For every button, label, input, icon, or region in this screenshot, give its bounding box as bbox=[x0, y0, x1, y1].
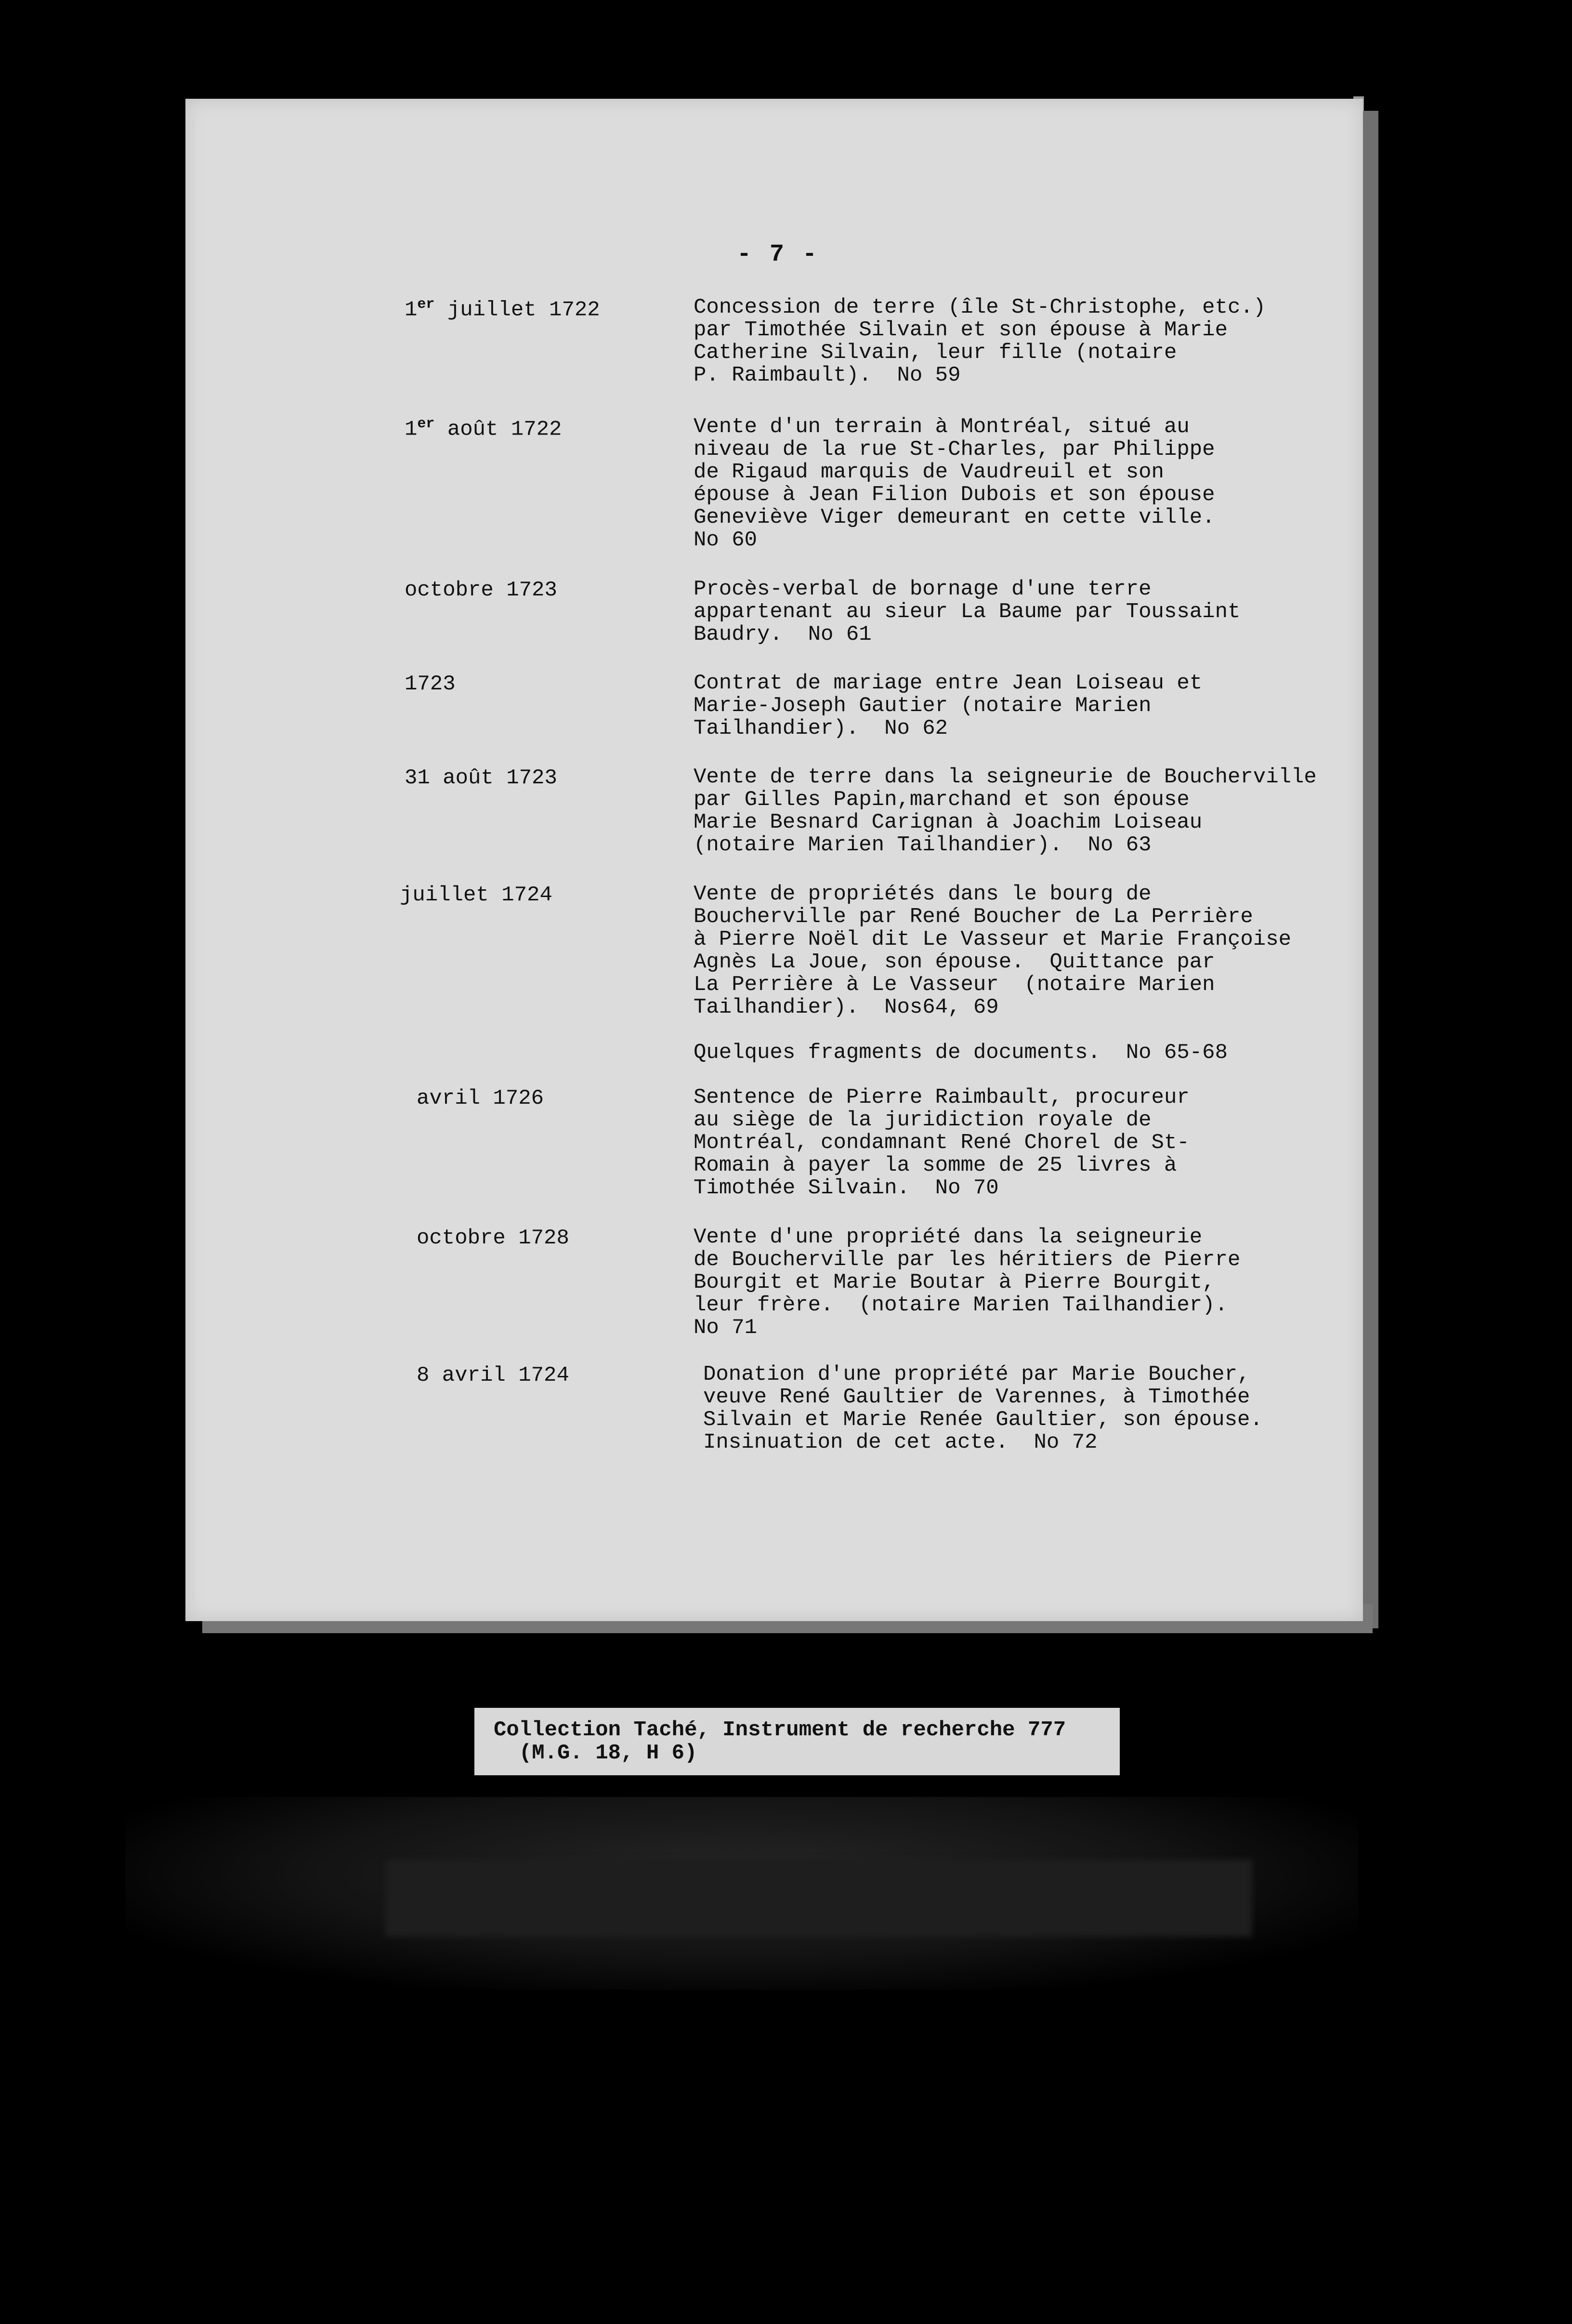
entry-date: avril 1726 bbox=[417, 1086, 544, 1110]
entry-description: Contrat de mariage entre Jean Loiseau et Marie-Joseph Gautier (notaire Marien Tailhandier). No 62 bbox=[694, 671, 1203, 740]
entry-description: Vente de propriétés dans le bourg de Boucherville par René Boucher de La Perrière à Pierre Noël dit Le Vasseur et Marie Françoise Agnès La Joue, son épouse. Quittance par La Perrière à Le Vasseur (notaire Marien Tailhandier). Nos64, 69 bbox=[694, 882, 1292, 1019]
entry-date: 8 avril 1724 bbox=[417, 1363, 569, 1387]
entry-description: Donation d'une propriété par Marie Boucher, veuve René Gaultier de Varennes, à Timothée Silvain et Marie Renée Gaultier, son épouse. Insinuation de cet acte. No 72 bbox=[703, 1362, 1263, 1454]
entry-description: Vente d'une propriété dans la seigneurie de Boucherville par les héritiers de Pierre Bourgit et Marie Boutar à Pierre Bourgit, leur frère. (notaire Marien Tailhandier). No 71 bbox=[694, 1225, 1241, 1340]
collection-label-text: Collection Taché, Instrument de recherche 777 (M.G. 18, H 6) bbox=[494, 1718, 1066, 1765]
entry-date: 1723 bbox=[405, 672, 456, 696]
entry-date: 1er août 1722 bbox=[405, 416, 562, 442]
collection-label-card bbox=[474, 1708, 1120, 1775]
entry-date: octobre 1723 bbox=[405, 578, 557, 602]
entry-description: Vente de terre dans la seigneurie de Boucherville par Gilles Papin,marchand et son épouse Marie Besnard Carignan à Joachim Loiseau (notaire Marien Tailhandier). No 63 bbox=[694, 765, 1317, 857]
dark-film-smudge bbox=[385, 1860, 1252, 1937]
entry-date: octobre 1728 bbox=[417, 1226, 569, 1250]
entry-description: Concession de terre (île St-Christophe, etc.) par Timothée Silvain et son épouse à Marie Catherine Silvain, leur fille (notaire P. Raimbault). No 59 bbox=[694, 295, 1266, 387]
entry-description: Procès-verbal de bornage d'une terre appartenant au sieur La Baume par Toussaint Baudry. No 61 bbox=[694, 577, 1241, 647]
stacked-page-edge bbox=[1363, 111, 1378, 1628]
entry-date: 31 août 1723 bbox=[405, 766, 557, 790]
fragments-note: Quelques fragments de documents. No 65-68 bbox=[694, 1041, 1228, 1065]
entry-description: Vente d'un terrain à Montréal, situé au niveau de la rue St-Charles, par Philippe de Rigaud marquis de Vaudreuil et son épouse à Jean Filion Dubois et son épouse Geneviève Viger demeurant en cette ville. No 60 bbox=[694, 415, 1215, 552]
entry-description: Sentence de Pierre Raimbault, procureur au siège de la juridiction royale de Montréal, condamnant René Chorel de St- Romain à payer la somme de 25 livres à Timothée Silvain. No 70 bbox=[694, 1085, 1190, 1200]
entry-date: 1er juillet 1722 bbox=[405, 296, 600, 322]
page-number: - 7 - bbox=[737, 241, 819, 268]
entry-date: juillet 1724 bbox=[400, 883, 552, 907]
